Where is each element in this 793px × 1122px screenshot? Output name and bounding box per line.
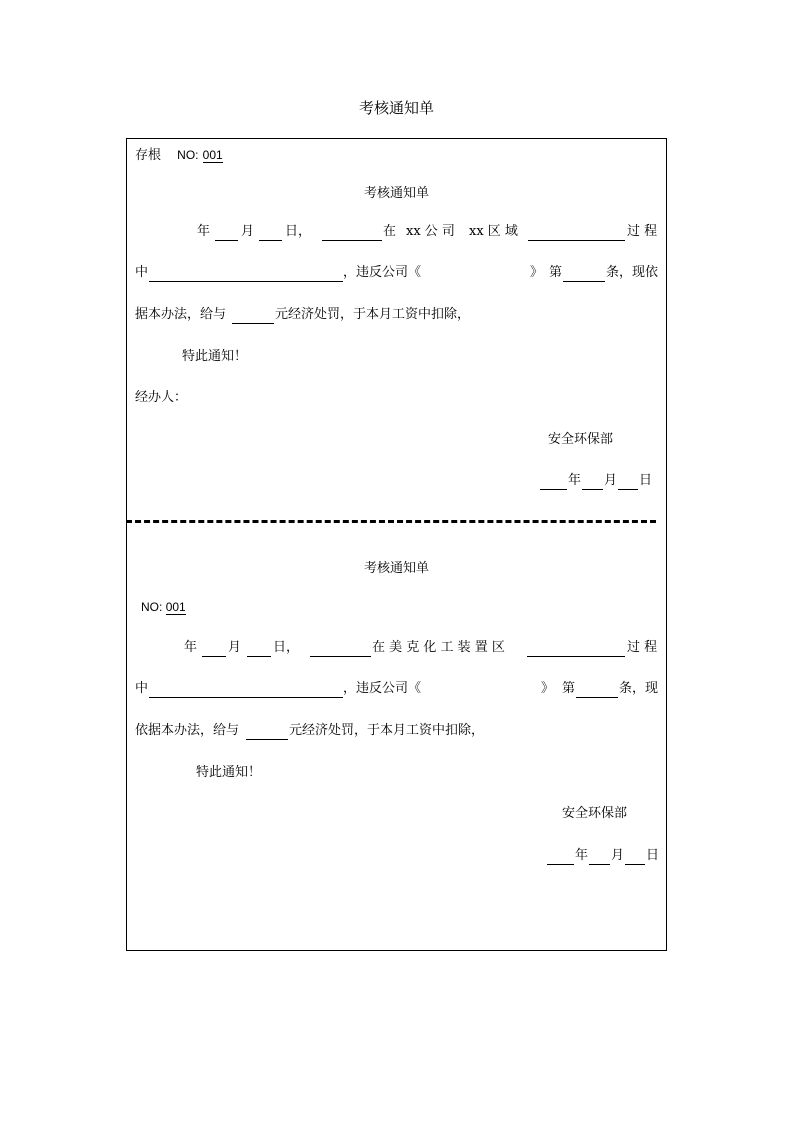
notice-day: 日， bbox=[273, 640, 300, 655]
notice-date-year: 年 bbox=[575, 848, 589, 863]
stub-violation: ，违反公司《 bbox=[343, 265, 422, 280]
notice-zhong: 中 bbox=[135, 681, 149, 696]
cut-line bbox=[126, 520, 656, 523]
notice-person-blank bbox=[310, 656, 371, 657]
stub-penalty: 元经济处罚，于本月工资中扣除， bbox=[275, 307, 471, 322]
notice-no bbox=[141, 599, 186, 615]
stub-handler: 经办人： bbox=[135, 390, 188, 405]
notice-date-day-blank bbox=[625, 864, 645, 865]
notice-month-blank bbox=[247, 656, 271, 657]
notice-month: 月 bbox=[228, 640, 242, 655]
notice-basis: 依据本办法，给与 bbox=[135, 723, 240, 738]
notice-no-label: NO: bbox=[141, 600, 163, 614]
notice-date-year-blank bbox=[547, 864, 574, 865]
notice-process: 过 程 bbox=[627, 640, 658, 655]
stub-notice: 特此通知！ bbox=[182, 349, 248, 364]
stub-di: 第 bbox=[549, 265, 563, 280]
notice-frame bbox=[126, 138, 667, 951]
stub-process: 过 程 bbox=[627, 224, 658, 239]
notice-date-month-blank bbox=[589, 864, 610, 865]
stub-no-value: 001 bbox=[202, 148, 223, 162]
stub-year-blank bbox=[215, 240, 238, 241]
notice-behavior-blank bbox=[149, 697, 343, 698]
stub-zhong: 中 bbox=[135, 265, 149, 280]
notice-date-month: 月 bbox=[611, 848, 625, 863]
stub-company: xx 公 司 bbox=[406, 224, 455, 239]
notice-year: 年 bbox=[184, 640, 198, 655]
notice-amount-blank bbox=[246, 739, 288, 740]
notice-no-value: 001 bbox=[165, 600, 186, 614]
stub-amount-blank bbox=[232, 323, 274, 324]
notice-department: 安全环保部 bbox=[562, 806, 628, 821]
page-title: 考核通知单 bbox=[358, 99, 434, 117]
stub-year: 年 bbox=[197, 224, 211, 239]
cut-line-end bbox=[652, 520, 655, 523]
stub-department: 安全环保部 bbox=[548, 432, 614, 447]
notice-location-blank bbox=[527, 656, 625, 657]
stub-tiao: 条，现依 bbox=[606, 265, 659, 280]
stub-person-blank bbox=[322, 240, 382, 241]
notice-notice: 特此通知！ bbox=[196, 765, 262, 780]
stub-month: 月 bbox=[241, 224, 255, 239]
notice-article-blank bbox=[576, 697, 618, 698]
stub-date-year-blank bbox=[540, 489, 567, 490]
stub-location-blank bbox=[528, 240, 625, 241]
stub-article-blank bbox=[563, 281, 605, 282]
stub-date-day-blank bbox=[618, 489, 638, 490]
stub-date-year: 年 bbox=[568, 473, 582, 488]
stub-day: 日， bbox=[285, 224, 312, 239]
stub-date-month-blank bbox=[582, 489, 603, 490]
stub-basis: 据本办法，给与 bbox=[135, 307, 227, 322]
notice-violation: ，违反公司《 bbox=[343, 681, 422, 696]
notice-close-bracket: 》 bbox=[541, 681, 555, 696]
notice-penalty: 元经济处罚，于本月工资中扣除， bbox=[289, 723, 485, 738]
notice-at: 在 美 克 化 工 装 置 区 bbox=[372, 640, 505, 655]
notice-title: 考核通知单 bbox=[363, 561, 429, 576]
stub-month-blank bbox=[259, 240, 282, 241]
stub-no-label: NO: bbox=[177, 148, 199, 162]
notice-year-blank bbox=[202, 656, 226, 657]
stub-title: 考核通知单 bbox=[363, 186, 429, 201]
notice-di: 第 bbox=[562, 681, 576, 696]
notice-date-day: 日 bbox=[646, 848, 660, 863]
notice-tiao: 条，现 bbox=[619, 681, 659, 696]
stub-behavior-blank bbox=[149, 281, 343, 282]
stub-region: xx 区 域 bbox=[469, 224, 518, 239]
stub-date-month: 月 bbox=[604, 473, 618, 488]
stub-label: 存根 bbox=[135, 148, 162, 163]
stub-header bbox=[135, 147, 223, 164]
stub-close-bracket: 》 bbox=[530, 265, 544, 280]
stub-date-day: 日 bbox=[639, 473, 653, 488]
stub-at: 在 bbox=[383, 224, 397, 239]
